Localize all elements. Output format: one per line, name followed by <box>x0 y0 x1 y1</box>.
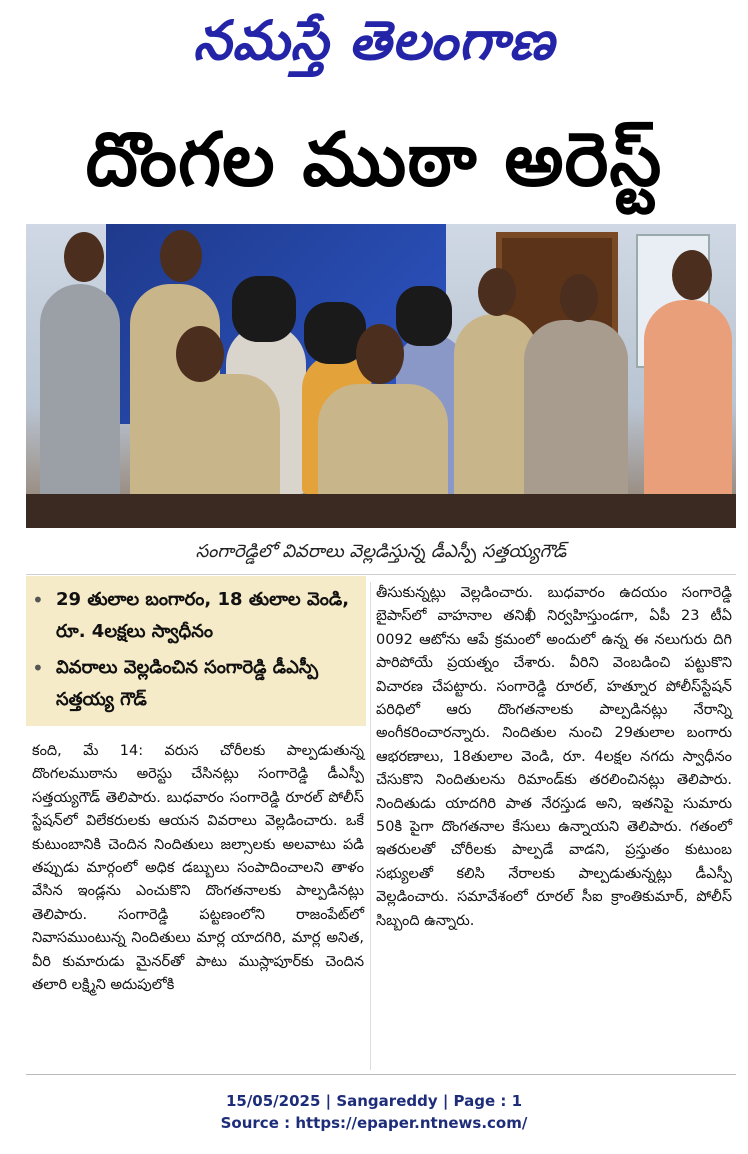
woman-constable-head <box>478 268 516 316</box>
edition-info: 15/05/2025 | Sangareddy | Page : 1 <box>225 1092 523 1110</box>
article-headline: దొంగల ముఠా అరెస్ట్ <box>85 117 663 203</box>
newspaper-masthead: నమస్తే తెలంగాణ <box>193 8 555 72</box>
news-photo <box>26 224 736 528</box>
highlight-item: 29 తులాల బంగారం, 18 తులాల వెండి, రూ. 4లక్షలు స్వాధీనం <box>56 589 350 642</box>
photo-caption: సంగారెడ్డిలో వివరాలు వెల్లడిస్తున్న డీఎస్పీ సత్తయ్యగౌడ్ <box>26 530 736 575</box>
bullet-icon: • <box>32 588 44 612</box>
highlights-box <box>26 576 366 726</box>
dsp-head <box>176 326 224 382</box>
officer-seated <box>318 384 448 504</box>
officer-head <box>356 324 404 384</box>
person-head <box>64 232 104 282</box>
woman-head <box>560 274 598 322</box>
article-text: కంది, మే 14: వరుస చోరీలకు పాల్పడుతున్న దొంగలముఠాను అరెస్టు చేసినట్లు సంగారెడ్డి డీఎస్పీ సత్తయ్యగౌడ్ తెలిపారు. బుధవారం సంగారెడ్డి రూరల్ పోలీస్ స్టేషన్‌లో విలేకరులకు ఆయన వివరాలు వెల్లడించారు. ఒకే కుటుంబానికి చెందిన నిందితులు జల్సాలకు అలవాటు పడి తప్పుడు మార్గంలో అధిక డబ్బులు సంపాదించాలని తాళం వేసిన ఇండ్లను ఎంచుకొని దొంగతనాలకు పాల్పడినట్లు తెలిపారు. సంగారెడ్డి పట్టణంలోని రాజంపేట్‌లో నివాసముంటున్న నిందితులు మార్ల యాదగిరి, మార్ల అనిత, వీరి కుమారుడు మైనర్‌తో పాటు ముస్లాపూర్‌కు చెందిన తలారి లక్ష్మిని అదుపులోకి <box>32 743 364 994</box>
column-divider <box>370 582 371 1070</box>
article-text: తీసుకున్నట్లు వెల్లడించారు. బుధవారం ఉదయం సంగారెడ్డి బైపాస్‌లో వాహనాల తనిఖీ నిర్వహిస్తుండగా, ఏపీ 23 టీఏ 0092 ఆటోను ఆపే క్రమంలో అందులో ఉన్న ఈ నలుగురు దిగి పారిపోయే ప్రయత్నం చేశారు. వీరిని వెంబడించి పట్టుకొని విచారణ చేపట్టారు. సంగారెడ్డి రూరల్, హత్నూర పోలీస్‌స్టేషన్ పరిధిలో ఆరు దొంగతనాలకు పాల్పడినట్లు నేరాన్ని అంగీకరించారన్నారు. నిందితుల నుంచి 29తులాల బంగారు ఆభరణాలు, 18తులాల వెండి, రూ. 4లక్షల నగదు స్వాధీనం చేసుకొని నిందితులను రిమాండ్‌కు తరలించినట్లు తెలిపారు. నిందితుడు యాదగిరి పాత నేరస్తుడ అని, ఇతనిపై సుమారు 50కి పైగా దొంగతనాల కేసులు ఉన్నాయని తెలిపారు. గతంలో ఇతరులతో చోరీలకు పాల్పడే వాడని, ప్రస్తుతం కుటుంబ సభ్యులతో కలిసి నేరాలకు పాల్పడుతున్నట్లు డీఎస్పీ వెల్లడించారు. సమావేశంలో రూరల్ సీఐ క్రాంతికుమార్, పోలీస్ సిబ్బంది ఉన్నారు. <box>376 585 732 929</box>
person-head <box>672 250 712 300</box>
bullet-icon: • <box>32 656 44 680</box>
table-with-jewellery <box>26 494 736 528</box>
footer-divider <box>26 1074 736 1075</box>
face-cover-bag <box>232 276 296 342</box>
person-left-grey-shirt <box>40 284 120 524</box>
source-link[interactable]: Source : https://epaper.ntnews.com/ <box>220 1114 528 1132</box>
dsp-seated <box>130 374 280 504</box>
article-column-right <box>376 582 732 933</box>
article-column-left <box>32 740 364 997</box>
highlight-item: వివరాలు వెల్లడించిన సంగారెడ్డి డీఎస్పీ సత్తయ్య గౌడ్ <box>56 657 319 710</box>
face-cover-bag <box>396 286 452 346</box>
police-head <box>160 230 202 282</box>
